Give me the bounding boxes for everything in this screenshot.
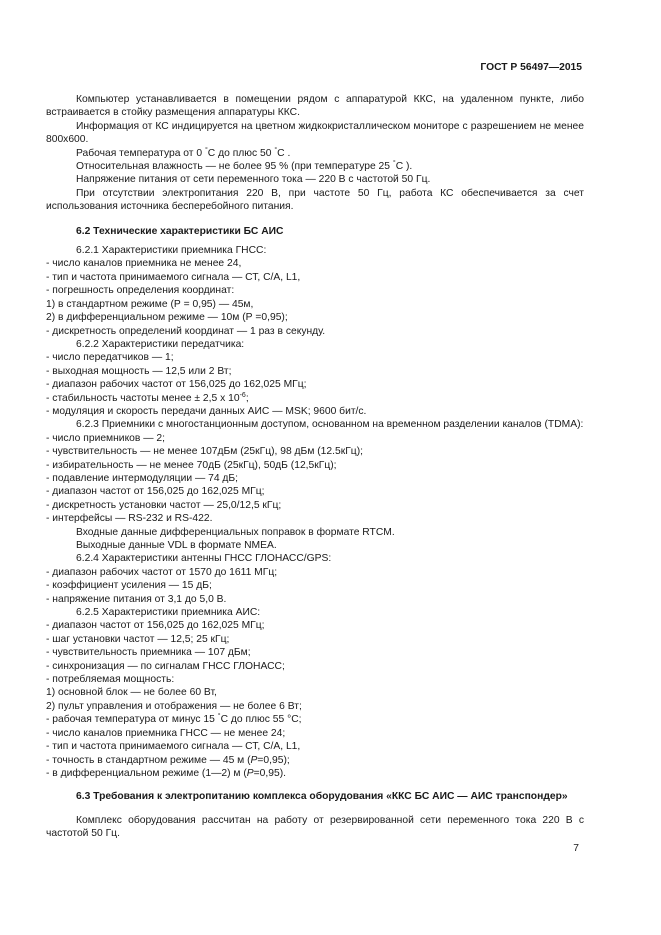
text-fragment: - в дифференциальном режиме (1—2) м ( <box>46 767 247 779</box>
text-fragment: С до плюс 55 °С; <box>220 714 302 726</box>
paragraph-monitor-info: Информация от КС индицируется на цветном жидкокристаллическом мониторе с разрешением не менее 800х600. <box>46 120 584 146</box>
text-fragment: С ). <box>395 161 413 173</box>
text-fragment: - стабильность частоты менее ± 2,5 х 10 <box>46 392 240 404</box>
section-6-2-list-a <box>46 244 584 405</box>
spec-line: - потребляемая мощность: <box>46 674 175 686</box>
spec-line: - напряжение питания от 3,1 до 5,0 В. <box>46 593 227 605</box>
spec-line: - модуляция и скорость передачи данных АИС — MSK; 9600 бит/с. <box>46 405 367 417</box>
text-fragment: С . <box>277 147 291 159</box>
spec-line: - выходная мощность — 12,5 или 2 Вт; <box>46 365 232 377</box>
paragraph-humidity <box>46 160 584 173</box>
paragraph-computer-placement: Компьютер устанавливается в помещении рядом с аппаратурой ККС, на удаленном пункте, либо встраивается в стойку размещения аппаратуры ККС. <box>46 94 584 119</box>
page-body <box>46 93 584 841</box>
text-fragment: - рабочая температура от минус 15 <box>46 714 215 726</box>
exponent: -6 <box>239 391 246 399</box>
degree-sign: ° <box>274 146 278 154</box>
section-6-3-paragraph: Комплекс оборудования рассчитан на работу от резервированной сети переменного тока 220 В с частотой 50 Гц. <box>46 814 584 840</box>
spec-line: - дискретность определений координат — 1 раз в секунду. <box>46 325 326 337</box>
spec-line: 1) основной блок — не более 60 Вт, <box>46 687 217 699</box>
text-fragment: С до плюс 50 <box>207 147 272 159</box>
spacer <box>46 214 584 225</box>
paragraph-operating-temperature <box>46 147 584 160</box>
spec-line: - дискретность установки частот — 25,0/12,5 кГц; <box>46 499 282 511</box>
section-6-2-heading: 6.2 Технические характеристики БС АИС <box>76 225 284 237</box>
document-id-header: ГОСТ Р 56497—2015 <box>480 62 582 73</box>
text-fragment: =0,95); <box>257 754 290 766</box>
text-fragment: Относительная влажность — не более 95 % (при температуре 25 <box>76 161 390 173</box>
paragraph-ups: При отсутствии электропитания 220 В, при частоте 50 Гц, работа КС обеспечивается за счет использования источника бесперебойного питания. <box>46 187 584 213</box>
spec-line: - синхронизация — по сигналам ГНСС ГЛОНАСС; <box>46 660 285 672</box>
degree-sign: ° <box>204 146 208 154</box>
spec-line: - подавление интермодуляции — 74 дБ; <box>46 472 239 484</box>
spec-line-differential-accuracy <box>46 767 584 780</box>
spacer <box>46 780 584 790</box>
spec-line: - тип и частота принимаемого сигнала — СТ, С/А, L1, <box>46 271 301 283</box>
spec-line: - диапазон частот от 156,025 до 162,025 МГц; <box>46 620 265 632</box>
spec-line: - число передатчиков — 1; <box>46 352 174 364</box>
section-6-2-list-b <box>46 405 584 780</box>
italic-p: Р <box>246 767 254 779</box>
spec-line: - число каналов приемника ГНСС — не менее 24; <box>46 727 286 739</box>
spec-line: 6.2.4 Характеристики антенны ГНСС ГЛОНАСС/GPS: <box>76 553 332 565</box>
spec-line: - диапазон рабочих частот от 1570 до 1611 МГц; <box>46 566 278 578</box>
spec-line: Выходные данные VDL в формате NMEA. <box>76 540 277 551</box>
spec-line: 2) пульт управления и отображения — не более 6 Вт; <box>46 700 302 712</box>
spec-line: - диапазон частот от 156,025 до 162,025 МГц; <box>46 486 265 498</box>
degree-sign: ° <box>392 160 396 168</box>
spacer <box>46 804 584 814</box>
spec-line: Входные данные дифференциальных поправок в формате RTCM. <box>76 526 395 538</box>
italic-p: Р <box>250 754 258 766</box>
spec-line-standard-accuracy <box>46 754 584 767</box>
spec-line: - коэффициент усиления — 15 дБ; <box>46 580 212 592</box>
section-6-3-heading: 6.3 Требования к электропитанию комплекса оборудования «ККС БС АИС — АИС транспондер» <box>76 791 568 803</box>
spec-line: - число каналов приемника не менее 24, <box>46 258 242 270</box>
spec-line: - диапазон рабочих частот от 156,025 до 162,025 МГц; <box>46 379 307 391</box>
spec-line-frequency-stability <box>46 392 584 405</box>
spec-line: 6.2.1 Характеристики приемника ГНСС: <box>76 245 267 257</box>
spec-line: - тип и частота принимаемого сигнала — СТ, С/А, L1, <box>46 741 301 753</box>
text-fragment: ; <box>245 392 249 404</box>
spec-line: - интерфейсы — RS-232 и RS-422. <box>46 513 213 525</box>
spec-line: - избирательность — не менее 70дБ (25кГц), 50дБ (12,5кГц); <box>46 459 337 471</box>
text-fragment: - точность в стандартном режиме — 45 м ( <box>46 754 251 766</box>
spec-line: 6.2.3 Приемники с многостанционным доступом, основанном на временном разделении каналов (TDMA): <box>76 419 584 431</box>
text-fragment: Рабочая температура от 0 <box>76 147 203 159</box>
spec-line: - чувствительность приемника — 107 дБм; <box>46 647 251 659</box>
page-number: 7 <box>573 843 579 854</box>
degree-sign: ° <box>217 713 221 721</box>
spec-line: 6.2.2 Характеристики передатчика: <box>76 338 245 350</box>
spec-line: - шаг установки частот — 12,5; 25 кГц; <box>46 633 230 645</box>
spec-line: 1) в стандартном режиме (Р = 0,95) — 45м, <box>46 298 254 310</box>
spec-line-operating-temperature <box>46 713 584 726</box>
paragraph-supply-voltage: Напряжение питания от сети переменного тока — 220 В с частотой 50 Гц. <box>76 174 431 186</box>
spec-line: 2) в дифференциальном режиме — 10м (Р =0,95); <box>46 312 288 324</box>
spec-line: - чувствительность — не менее 107дБм (25кГц), 98 дБм (12.5кГц); <box>46 446 363 458</box>
text-fragment: =0,95). <box>253 767 286 779</box>
spec-line: - число приемников — 2; <box>46 432 165 444</box>
spec-line: - погрешность определения координат: <box>46 285 235 297</box>
spec-line: 6.2.5 Характеристики приемника АИС: <box>76 607 261 619</box>
